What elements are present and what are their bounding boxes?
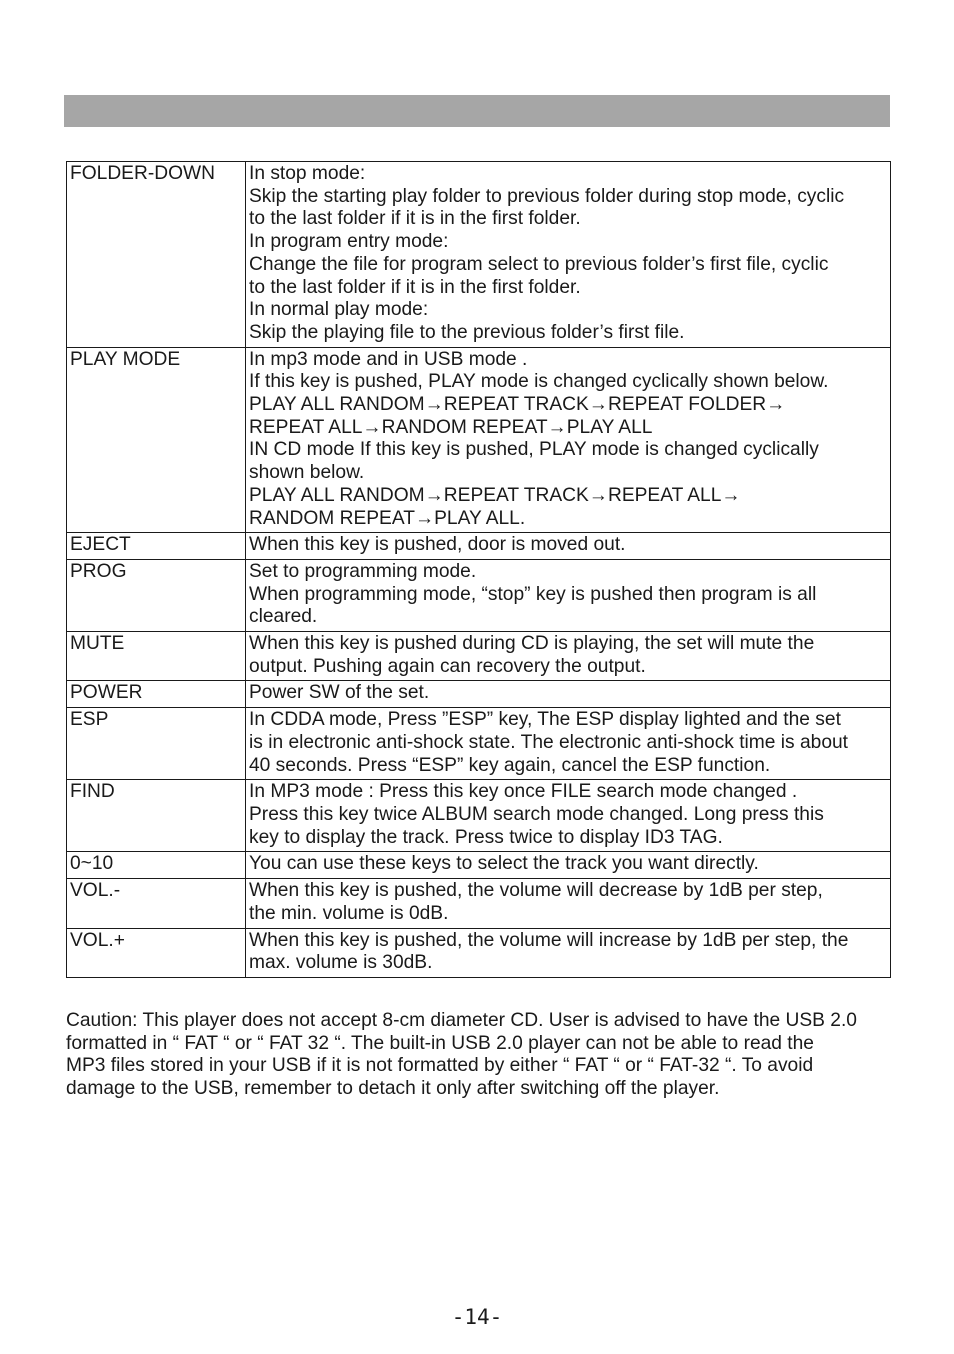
key-name-cell: VOL.+	[67, 928, 246, 977]
key-name-cell: ESP	[67, 708, 246, 780]
description-line: Power SW of the set.	[249, 682, 430, 704]
key-name-cell: VOL.-	[67, 879, 246, 928]
key-name-cell: PLAY MODE	[67, 347, 246, 533]
description-line: When programming mode, “stop” key is pushed then program is all	[249, 583, 817, 605]
description-line: You can use these keys to select the track you want directly.	[249, 853, 759, 875]
caution-line: Caution: This player does not accept 8-cm diameter CD. User is advised to have the USB 2.0	[66, 1010, 857, 1031]
table-row	[67, 632, 891, 681]
description-line: Set to programming mode.	[249, 560, 477, 582]
description-line: When this key is pushed, the volume will increase by 1dB per step, the	[249, 929, 849, 951]
description-line: When this key is pushed, door is moved out.	[249, 534, 626, 556]
table-row	[67, 879, 891, 928]
description-line: IN CD mode If this key is pushed, PLAY mode is changed cyclically	[249, 439, 819, 461]
key-description-cell	[246, 347, 891, 533]
description-line: key to display the track. Press twice to display ID3 TAG.	[249, 826, 723, 848]
table-row	[67, 708, 891, 780]
table-row	[67, 681, 891, 708]
description-line: Press this key twice ALBUM search mode changed. Long press this	[249, 803, 824, 825]
description-line: Skip the playing file to the previous folder’s first file.	[249, 321, 685, 343]
description-line: 40 seconds. Press “ESP” key again, cancel the ESP function.	[249, 754, 771, 776]
description-line: REPEAT ALL→RANDOM REPEAT→PLAY ALL	[249, 416, 653, 438]
section-header-bar	[64, 95, 890, 127]
description-line: In CDDA mode, Press ”ESP” key, The ESP display lighted and the set	[249, 709, 841, 731]
key-function-table	[66, 161, 891, 978]
description-line: In mp3 mode and in USB mode .	[249, 348, 528, 370]
description-line: In normal play mode:	[249, 299, 429, 321]
description-line: to the last folder if it is in the first folder.	[249, 208, 581, 230]
description-line: If this key is pushed, PLAY mode is changed cyclically shown below.	[249, 371, 829, 393]
description-line: In stop mode:	[249, 163, 366, 184]
key-name-cell: 0~10	[67, 852, 246, 879]
key-description-cell	[246, 928, 891, 977]
table-row	[67, 533, 891, 560]
table-row	[67, 347, 891, 533]
key-description-cell	[246, 852, 891, 879]
key-description-cell	[246, 681, 891, 708]
description-line: the min. volume is 0dB.	[249, 902, 449, 924]
description-line: In program entry mode:	[249, 231, 449, 253]
caution-line: MP3 files stored in your USB if it is not formatted by either “ FAT “ or “ FAT-32 “. To avoid	[66, 1055, 814, 1077]
description-line: Skip the starting play folder to previous folder during stop mode, cyclic	[249, 185, 845, 207]
key-description-cell	[246, 780, 891, 852]
description-line: In MP3 mode : Press this key once FILE search mode changed .	[249, 781, 798, 803]
key-description-cell	[246, 162, 891, 348]
page-number: -14-	[451, 1305, 503, 1329]
table-row	[67, 559, 891, 631]
table-row	[67, 780, 891, 852]
description-line: PLAY ALL RANDOM→REPEAT TRACK→REPEAT FOLDER→	[249, 394, 786, 416]
key-description-cell	[246, 632, 891, 681]
description-line: When this key is pushed during CD is playing, the set will mute the	[249, 633, 815, 655]
table-row	[67, 928, 891, 977]
description-line: output. Pushing again can recovery the output.	[249, 655, 646, 677]
description-line: shown below.	[249, 462, 365, 484]
key-name-cell: PROG	[67, 559, 246, 631]
caution-note	[66, 1010, 906, 1100]
description-line: PLAY ALL RANDOM→REPEAT TRACK→REPEAT ALL→	[249, 484, 741, 506]
description-line: RANDOM REPEAT→PLAY ALL.	[249, 507, 526, 529]
key-name-cell: FIND	[67, 780, 246, 852]
key-description-cell	[246, 708, 891, 780]
caution-line: damage to the USB, remember to detach it only after switching off the player.	[66, 1077, 720, 1099]
key-description-cell	[246, 559, 891, 631]
table-row	[67, 852, 891, 879]
key-name-cell: MUTE	[67, 632, 246, 681]
caution-line: formatted in “ FAT “ or “ FAT 32 “. The built-in USB 2.0 player can not be able to read the	[66, 1032, 814, 1054]
key-function-table-body	[67, 162, 891, 978]
key-description-cell	[246, 533, 891, 560]
key-name-cell: POWER	[67, 681, 246, 708]
table-row	[67, 162, 891, 348]
description-line: cleared.	[249, 606, 318, 628]
description-line: Change the file for program select to previous folder’s first file, cyclic	[249, 253, 829, 275]
key-name-cell: FOLDER-DOWN	[67, 162, 246, 348]
description-line: max. volume is 30dB.	[249, 952, 433, 974]
description-line: When this key is pushed, the volume will decrease by 1dB per step,	[249, 880, 823, 902]
description-line: is in electronic anti-shock state. The electronic anti-shock time is about	[249, 731, 849, 753]
description-line: to the last folder if it is in the first folder.	[249, 276, 581, 298]
key-name-cell: EJECT	[67, 533, 246, 560]
key-description-cell	[246, 879, 891, 928]
